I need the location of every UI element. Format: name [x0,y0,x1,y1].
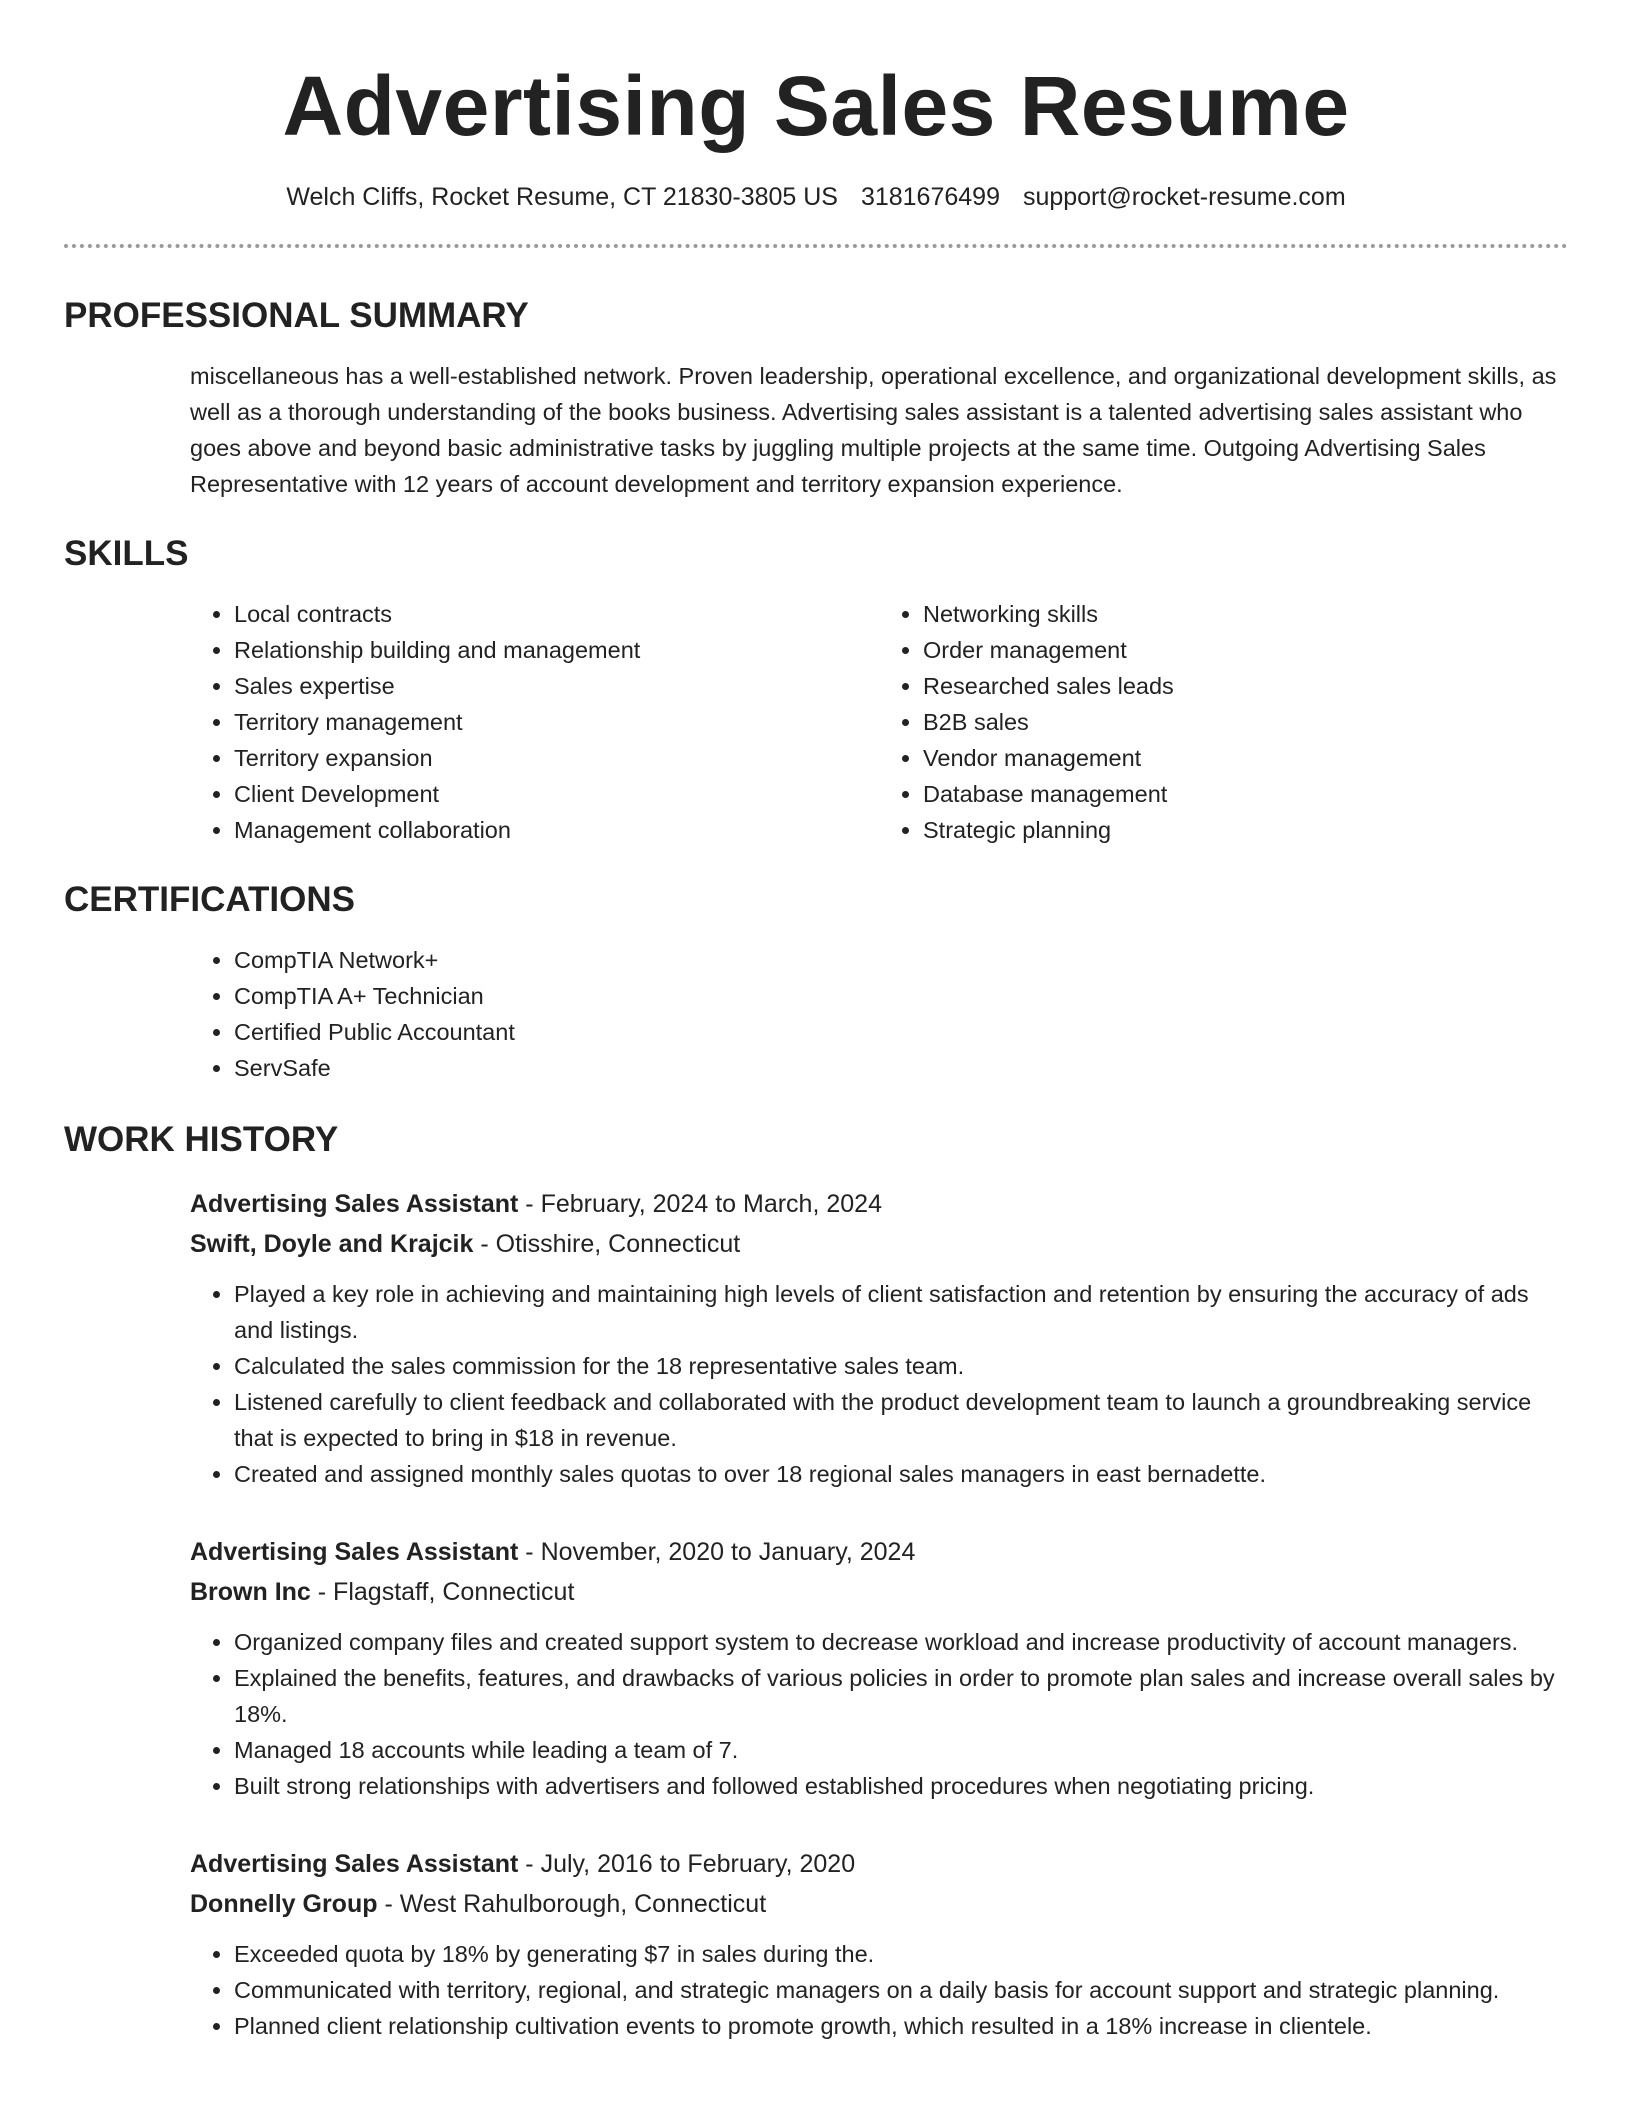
job-company-line [190,1884,1568,1924]
job-bullet: • Organized company files and created support system to decrease workload and increase productivity of account managers. [234,1624,1568,1660]
skill-item: • Territory expansion [234,740,879,776]
certification-item: • ServSafe [234,1050,1568,1086]
header-divider [64,244,1568,248]
contact-address: Welch Cliffs, Rocket Resume, CT 21830-3805 US [286,183,838,211]
skill-item: • Local contracts [234,596,879,632]
job-bullets [190,1276,1568,1492]
skill-item: • Sales expertise [234,668,879,704]
job-bullets [190,1624,1568,1804]
summary-heading: PROFESSIONAL SUMMARY [64,296,529,335]
skill-item: • Management collaboration [234,812,879,848]
skills-column-left [190,596,879,848]
job-company: Donnelly Group [190,1890,378,1918]
job-title-line [190,1844,1568,1884]
contact-phone: 3181676499 [860,183,1000,211]
skills-column-right [879,596,1568,848]
skill-item: • Relationship building and management [234,632,879,668]
job-bullet: • Managed 18 accounts while leading a team of 7. [234,1732,1568,1768]
skill-item: • Client Development [234,776,879,812]
job-bullet: • Communicated with territory, regional, and strategic managers on a daily basis for account support and strategic planning. [234,1972,1568,2008]
job-entry [190,1532,1568,1804]
contact-email: support@rocket-resume.com [1022,183,1346,211]
certifications-heading: CERTIFICATIONS [64,880,356,919]
job-company-line [190,1572,1568,1612]
job-company: Brown Inc [190,1578,311,1606]
certification-item: • CompTIA A+ Technician [234,978,1568,1014]
job-title-line [190,1532,1568,1572]
certification-item: • CompTIA Network+ [234,942,1568,978]
job-bullet: • Created and assigned monthly sales quotas to over 18 regional sales managers in east bernadette. [234,1456,1568,1492]
job-title: Advertising Sales Assistant [190,1538,519,1566]
skill-item: • Researched sales leads [923,668,1568,704]
job-bullet: • Exceeded quota by 18% by generating $7 in sales during the. [234,1936,1568,1972]
job-bullet: • Played a key role in achieving and maintaining high levels of client satisfaction and retention by ensuring the accuracy of ads and listings. [234,1276,1568,1348]
job-bullet: • Explained the benefits, features, and drawbacks of various policies in order to promote plan sales and increase overall sales by 18%. [234,1660,1568,1732]
skills-heading: SKILLS [64,534,189,573]
job-company-line [190,1224,1568,1264]
skill-item: • Networking skills [923,596,1568,632]
job-location: - Flagstaff, Connecticut [310,1578,575,1606]
skill-item: • B2B sales [923,704,1568,740]
work-history-list [64,1184,1568,2044]
contact-line [64,180,1568,214]
skill-item: • Strategic planning [923,812,1568,848]
certification-item: • Certified Public Accountant [234,1014,1568,1050]
job-bullet: • Planned client relationship cultivation events to promote growth, which resulted in a 18% increase in clientele. [234,2008,1568,2044]
job-bullet: • Listened carefully to client feedback and collaborated with the product development team to launch a groundbreaking service that is expected to bring in $18 in revenue. [234,1384,1568,1456]
job-company: Swift, Doyle and Krajcik [190,1230,474,1258]
certifications-list [190,942,1568,1086]
work-history-heading: WORK HISTORY [64,1120,339,1159]
job-bullets [190,1936,1568,2044]
job-title: Advertising Sales Assistant [190,1190,519,1218]
job-entry [190,1184,1568,1492]
skill-item: • Territory management [234,704,879,740]
skills-list [64,596,1568,848]
job-bullet: • Calculated the sales commission for the 18 representative sales team. [234,1348,1568,1384]
summary-text: miscellaneous has a well-established network. Proven leadership, operational excellence, and organizational development skills, as well as a thorough understanding of the books business. Advertising sales assistant is a talented advertising sales assistant who goes above and beyond basic administrative tasks by juggling multiple projects at the same time. Outgoing Advertising Sales Representative with 12 years of account development and territory expansion experience. [190,363,1557,497]
job-bullet: • Built strong relationships with advertisers and followed established procedures when negotiating pricing. [234,1768,1568,1804]
job-title: Advertising Sales Assistant [190,1850,519,1878]
job-dates: - November, 2020 to January, 2024 [518,1538,916,1566]
job-location: - West Rahulborough, Connecticut [377,1890,767,1918]
job-dates: - February, 2024 to March, 2024 [518,1190,882,1218]
skill-item: • Vendor management [923,740,1568,776]
job-dates: - July, 2016 to February, 2020 [518,1850,856,1878]
resume-title: Advertising Sales Resume [282,59,1350,153]
skill-item: • Order management [923,632,1568,668]
skill-item: • Database management [923,776,1568,812]
job-title-line [190,1184,1568,1224]
job-location: - Otisshire, Connecticut [473,1230,741,1258]
job-entry [190,1844,1568,2044]
